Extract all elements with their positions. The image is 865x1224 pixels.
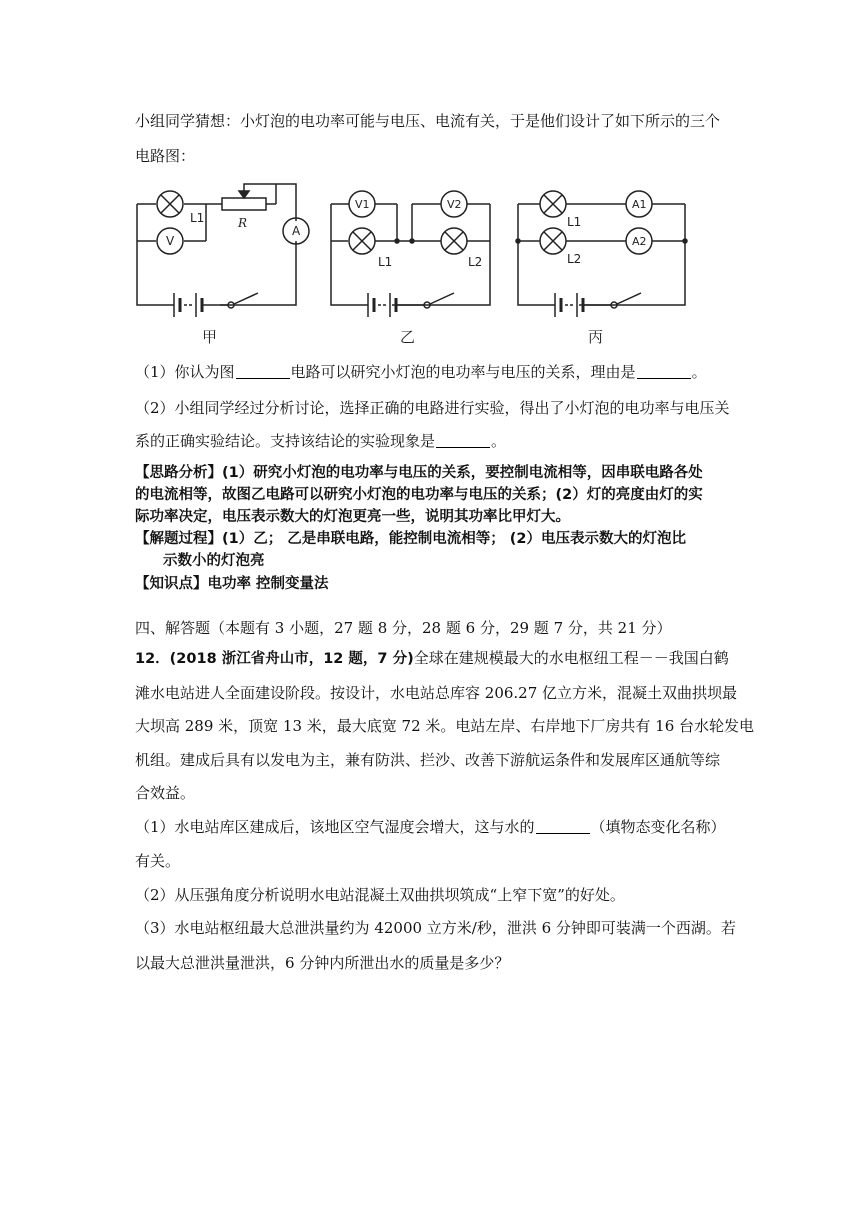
question-2-line-2: 系的正确实验结论。支持该结论的实验现象是 。 [135, 432, 507, 450]
circuit-diagrams [130, 180, 700, 355]
question-1: （1）你认为图 电路可以研究小灯泡的电功率与电压的关系，理由是 。 [135, 363, 707, 381]
label-yi-l1: L1 [378, 255, 393, 269]
lamp-l1-icon [540, 191, 566, 217]
solution-line-2: 示数小的灯泡亮 [163, 553, 265, 569]
problem-12-line-4: 机组。建成后具有以发电为主，兼有防洪、拦沙、改善下游航运条件和发展库区通航等综 [135, 751, 721, 769]
label-jia-r: R [238, 216, 248, 230]
label-jia-a: A [292, 224, 301, 238]
label-bing-a1: A1 [632, 198, 647, 211]
battery-icon [368, 293, 424, 317]
label-bing-a2: A2 [632, 235, 647, 248]
sub-question-3-line-2: 以最大总泄洪量泄洪，6 分钟内所泄出水的质量是多少？ [135, 954, 510, 972]
label-yi-v2: V2 [447, 198, 462, 211]
problem-12-line-3: 大坝高 289 米，顶宽 13 米，最大底宽 72 米。电站左岸、右岸地下厂房共有 16 台水轮发电 [135, 717, 755, 735]
solution-line-1: 【解题过程】(1）乙； 乙是串联电路，能控制电流相等； (2）电压表示数大的灯泡比 [135, 531, 687, 547]
sub-question-1-line-2: 有关。 [135, 852, 181, 870]
answer-blank [436, 433, 490, 448]
answer-blank [236, 364, 290, 379]
lamp-l2-icon [441, 228, 467, 254]
lamp-l1-icon [349, 228, 375, 254]
analysis-line-3: 际功率决定，电压表示数大的灯泡更亮一些，说明其功率比甲灯大。 [135, 509, 570, 525]
sub-question-1: （1）水电站库区建成后，该地区空气湿度会增大，这与水的 （填物态变化名称） [135, 818, 726, 836]
label-bing-l1: L1 [567, 215, 582, 229]
section-heading: 四、解答题（本题有 3 小题，27 题 8 分，28 题 6 分，29 题 7 分，共 21 分） [135, 619, 672, 637]
label-jia-v: V [166, 234, 175, 248]
battery-icon [555, 293, 611, 317]
analysis-line-2: 的电流相等，故图乙电路可以研究小灯泡的电功率与电压的关系；(2）灯的亮度由灯的实 [135, 487, 703, 503]
lamp-l2-icon [540, 228, 566, 254]
diagram-label-jia: 甲 [202, 328, 218, 346]
label-yi-l2: L2 [468, 255, 483, 269]
label-jia-l1: L1 [190, 211, 205, 225]
label-yi-v1: V1 [355, 198, 370, 211]
problem-12-head: 12．(2018 浙江省舟山市，12 题，7 分) [135, 651, 414, 667]
sub-question-3-line-1: （3）水电站枢纽最大总泄洪量约为 42000 立方米/秒，泄洪 6 分钟即可装满一个西湖。若 [135, 919, 736, 937]
problem-12-line-5: 合效益。 [135, 784, 196, 802]
analysis-line-1: 【思路分析】(1）研究小灯泡的电功率与电压的关系，要控制电流相等，因串联电路各处 [135, 465, 703, 481]
diagram-label-bing: 丙 [588, 328, 604, 346]
intro-line-2: 电路图： [135, 147, 196, 165]
intro-line-1: 小组同学猜想：小灯泡的电功率可能与电压、电流有关，于是他们设计了如下所示的三个 [135, 112, 721, 130]
diagram-label-yi: 乙 [400, 328, 416, 346]
problem-12-line-1: 12．(2018 浙江省舟山市，12 题，7 分)全球在建规模最大的水电枢纽工程－－我国白鹤 [135, 649, 729, 667]
answer-blank [637, 364, 691, 379]
problem-12-line-2: 滩水电站进人全面建设阶段。按设计，水电站总库容 206.27 亿立方米，混凝土双曲拱坝最 [135, 684, 738, 702]
circuit-jia [137, 184, 309, 317]
label-bing-l2: L2 [567, 252, 582, 266]
circuit-bing [516, 191, 687, 317]
lamp-icon [157, 191, 183, 217]
knowledge-point: 【知识点】电功率 控制变量法 [135, 576, 329, 592]
battery-icon [174, 293, 228, 317]
question-2-line-1: （2）小组同学经过分析讨论，选择正确的电路进行实验，得出了小灯泡的电功率与电压关 [135, 399, 730, 417]
answer-blank [536, 819, 590, 834]
sub-question-2: （2）从压强角度分析说明水电站混凝土双曲拱坝筑成“上窄下宽”的好处。 [135, 886, 625, 904]
